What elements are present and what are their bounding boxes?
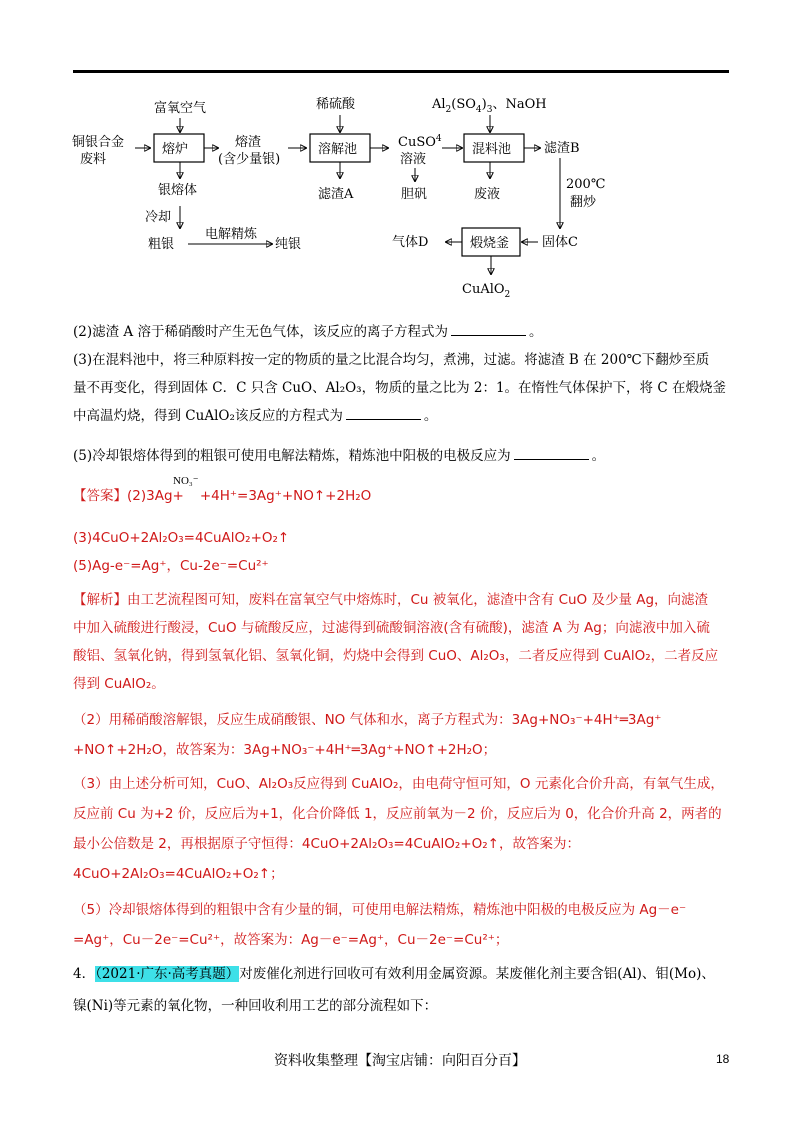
reagents-label: $Al_2(SO_4)_3$、NaOH <box>432 97 547 115</box>
analysis-line-10: 4CuO+2Al₂O₃=4CuAlO₂+O₂↑； <box>73 866 284 882</box>
analysis-line-3: 酸铝、氢氧化钠，得到氢氧化铝、氢氧化铜，灼烧中会得到 CuO、Al₂O₃，二者反应得到 CuAlO₂，二者反应 <box>73 648 719 664</box>
slag-label: 熔渣 <box>235 135 262 150</box>
stir-label: 翻炒 <box>570 195 597 210</box>
calciner-label: 煅烧釜 <box>470 236 510 251</box>
air-label: 富氧空气 <box>154 101 207 116</box>
mix-label: 混料池 <box>472 142 512 157</box>
pure-silver-label: 纯银 <box>275 237 302 252</box>
question-5: (5)冷却银熔体得到的粗银可使用电解法精炼，精炼池中阳极的电极反应为 。 <box>73 448 606 464</box>
process-flow-diagram <box>60 88 620 303</box>
analysis-line-4: 得到 CuAlO₂。 <box>73 676 165 692</box>
feed-label: 铜银合金 <box>72 135 125 150</box>
analysis-line-7: （3）由上述分析可知，CuO、Al₂O₃反应得到 CuAlO₂，由电荷守恒可知，O 元素化合价升高，有氧气生成， <box>73 776 724 792</box>
analysis-line-8: 反应前 Cu 为+2 价，反应后为+1，化合价降低 1，反应前氧为－2 价，反应后为 0，化合价升高 2，两者的 <box>73 806 722 822</box>
product-label: CuAlO$_2$ <box>462 282 511 300</box>
furnace-label: 熔炉 <box>162 142 189 157</box>
question-2: (2)滤渣 A 溶于稀硝酸时产生无色气体，该反应的离子方程式为 。 <box>73 324 543 340</box>
question-4-line-2: 镍(Ni)等元素的氧化物，一种回收利用工艺的部分流程如下： <box>73 998 438 1014</box>
cuso4-label: CuSO$^4$ <box>398 134 442 150</box>
slag-label-2: (含少量银) <box>218 152 281 167</box>
analysis-line-1: 【解析】由工艺流程图可知，废料在富氧空气中熔炼时，Cu 被氧化，滤渣中含有 CuO 及少量 Ag，向滤渣 <box>73 592 709 608</box>
dissolve-label: 溶解池 <box>318 142 358 157</box>
waste-label: 废液 <box>474 187 501 202</box>
temp-label: 200℃ <box>566 177 606 192</box>
crude-silver-label: 粗银 <box>148 237 175 252</box>
gas-d-label: 气体D <box>392 235 429 250</box>
question-3-line-2: 量不再变化，得到固体 C．C 只含 CuO、Al₂O₃，物质的量之比为 2：1。在惰性气体保护下，将 C 在煅烧釜 <box>73 380 726 396</box>
silver-melt-label: 银熔体 <box>158 183 198 198</box>
answer-blank <box>451 323 526 336</box>
answer-blank <box>346 407 421 420</box>
analysis-line-5: （2）用稀硝酸溶解银，反应生成硝酸银、NO 气体和水，离子方程式为：3Ag+NO₃⁻+4H⁺═3Ag⁺ <box>73 712 662 728</box>
filter-b-label: 滤渣B <box>544 141 580 156</box>
filter-a-label: 滤渣A <box>318 187 354 202</box>
answer-blank <box>514 447 589 460</box>
acid-label: 稀硫酸 <box>316 97 356 112</box>
analysis-line-12: =Ag⁺，Cu－2e⁻=Cu²⁺，故答案为：Ag－e⁻=Ag⁺，Cu－2e⁻=Cu²⁺； <box>73 932 509 948</box>
blue-vitriol-label: 胆矾 <box>401 187 428 202</box>
question-4-line-1: 4．（2021·广东·高考真题）对废催化剂进行回收可有效利用金属资源。某废催化剂主要含铝(Al)、钼(Mo)、 <box>73 966 715 982</box>
page-number: 18 <box>716 1052 730 1066</box>
answer-3: (3)4CuO+2Al₂O₃=4CuAlO₂+O₂↑ <box>73 530 290 546</box>
analysis-line-11: （5）冷却银熔体得到的粗银中含有少量的铜，可使用电解法精炼，精炼池中阳极的电极反应为 Ag－e⁻ <box>73 902 687 918</box>
analysis-line-9: 最小公倍数是 2，再根据原子守恒得：4CuO+2Al₂O₃=4CuAlO₂+O₂↑，故答案为： <box>73 836 580 852</box>
no3-formula: NO₃⁻ <box>173 475 199 487</box>
feed-label-2: 废料 <box>80 152 107 167</box>
electro-label: 电解精炼 <box>205 227 258 242</box>
solid-c-label: 固体C <box>542 235 578 250</box>
analysis-line-2: 中加入硫酸进行酸浸，CuO 与硫酸反应，过滤得到硫酸铜溶液(含有硫酸)，滤渣 A 为 Ag；向滤液中加入硫 <box>73 620 710 636</box>
solution-label: 溶液 <box>400 152 427 167</box>
question-3-line-1: (3)在混料池中，将三种原料按一定的物质的量之比混合均匀，煮沸，过滤。将滤渣 B 在 200℃下翻炒至质 <box>73 352 710 368</box>
answer-2: 【答案】(2)3Ag+ +4H⁺=3Ag⁺+NO↑+2H₂O <box>73 488 372 504</box>
answer-5: (5)Ag-e⁻=Ag⁺，Cu-2e⁻=Cu²⁺ <box>73 558 269 574</box>
analysis-line-6: +NO↑+2H₂O，故答案为：3Ag+NO₃⁻+4H⁺═3Ag⁺+NO↑+2H₂O； <box>73 742 497 758</box>
header-rule <box>73 70 729 73</box>
question-3-line-3: 中高温灼烧，得到 CuAlO₂该反应的方程式为 。 <box>73 408 438 424</box>
source-tag: （2021·广东·高考真题） <box>95 966 240 982</box>
footer-text: 资料收集整理【淘宝店铺：向阳百分百】 <box>274 1053 526 1069</box>
cool-label: 冷却 <box>145 210 172 225</box>
